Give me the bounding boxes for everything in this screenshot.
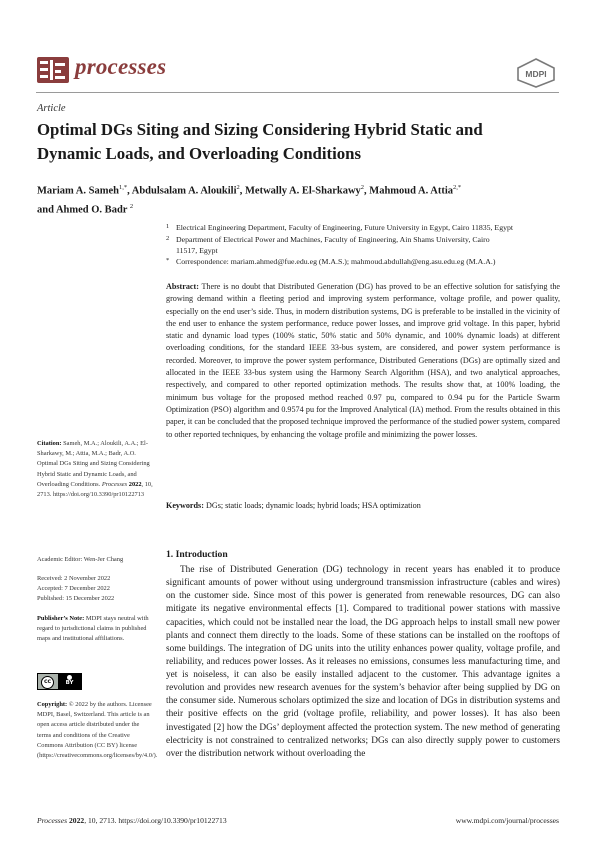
correspondence-text[interactable]: Correspondence: mariam.ahmed@fue.edu.eg (M.A.S.); mahmoud.abdullah@eng.asu.edu.eg (M.A.A.) (176, 257, 496, 266)
affiliation-number: 1 (166, 223, 170, 230)
author-affil: 1,* (118, 184, 128, 191)
mdpi-logo-icon (516, 58, 556, 88)
paragraph: The rise of Distributed Generation (DG) technology in recent years has enabled it to produce significant amounts of power without using underground transmission infrastructure (cables and wires) on the customer side. Since most of this power is generated from renewable resources, DG can also mitigate its negative environmental effects [1]. Compared to traditional power stations with massive capacities, which could not be installed near the load, the DG approach helps to install small new power plants and connect them directly to the loads. Some of these stations can be installed on the rooftops of some buildings. The integration of DG units into the utility enhances power quality, voltage profile, and reliability, and reduces power losses. As it releases no emissions, consumes less manufacturing time, and yet is noiseless, it can also be easily installed adjacent to the customer. This advantage ignites a revolution and provides new research avenues for the system’s behavior after being supplied by DG on the consumer side. Numerous scholars optimized the size and location of DGs in distribution systems and their positive effects on the grid (voltage profile, reliability, and power losses). It has also been investigated [2] how the DGs’ deployment affected the protection system. The new method of generating electricity is not constrained to centralized networks; DGs can also directly supply power to customers over the distribution network without overloading the (166, 565, 560, 759)
publisher-note (37, 614, 155, 645)
section-heading: 1. Introduction (166, 549, 228, 560)
author-name[interactable]: Mariam A. Sameh (37, 185, 119, 197)
affiliation-number: * (166, 257, 170, 264)
author-name[interactable]: Metwally A. El-Sharkawy (245, 185, 361, 197)
author-affil: 2,* (453, 184, 462, 191)
citation-year: 2022 (128, 480, 142, 488)
published-date: Published: 15 December 2022 (37, 595, 115, 603)
author-name[interactable]: Abdulsalam A. Aloukili (131, 185, 237, 197)
article-title (37, 118, 562, 166)
citation-doi[interactable]: , 10, 2713. https://doi.org/10.3390/pr10122713 (37, 480, 153, 499)
affiliation-text: Department of Electrical Power and Machines, Faculty of Engineering, Ain Shams University, Cairo 11517, Egypt (176, 235, 490, 255)
footer-journal: Processes (37, 816, 68, 825)
title-line-2: Dynamic Loads, and Overloading Conditions (37, 144, 362, 163)
author-affil: 2 (360, 184, 365, 191)
header-divider (36, 92, 559, 93)
copyright-text: © 2022 by the authors. Licensee MDPI, Basel, Switzerland. This article is an open access article distributed under the terms and conditions of the Creative Commons Attribution (CC BY) license (https://creativecommons.org/licenses/by/4.0/). (37, 701, 158, 760)
journal-name[interactable]: processes (75, 54, 167, 79)
academic-editor: Academic Editor: Wen-Jer Chang (37, 556, 124, 563)
by-label: BY (65, 680, 74, 686)
keywords-label: Keywords: (166, 501, 204, 510)
abstract-text: There is no doubt that Distributed Generation (DG) has proved to be an effective solution for satisfying the growing demand within a fleeting period and improving system performance, voltage profile, and power quality, especially on the end user’s side. Thus, in modern distribution systems, DG is preferable to be installed in the vicinity of the end user to enhance the system performance, reduce power losses, and improve grid voltage. In this paper, hybrid static and dynamic load types (100% static, 50% static and 50% dynamic, and 100% dynamic loads) at different overloading conditions, for the standard IEEE 33-bus system, are considered, and power system performance is recorded. Moreover, to improve the power system performance, Distributed Generations (DGs) are optimally sized and allocated in the IEEE 33-bus system using the Harmony Search Algorithm (HSA), and two analytical approaches, respectively, and compared to other reported optimization methods. The results show that, at 100% loading, the minimum bus voltage for the proposed method reached 0.97 pu, compared to 0.94 pu for the Particle Swarm Optimization (PSO) algorithm and 0.9574 pu for the Improved Analytical (IA) method. From the results obtained in this paper, it can be concluded that the proposed technique improved the performance of the studied power system, compared to other reported techniques, by enhancing the voltage profile and minimizing the power losses. (166, 282, 560, 439)
affiliation-number: 2 (166, 235, 170, 242)
footer-citation (37, 816, 227, 825)
author-sep: , (239, 185, 245, 197)
processes-logo-icon (37, 57, 69, 83)
received-date: Received: 2 November 2022 (37, 575, 111, 582)
author-line-1 (37, 180, 567, 199)
affiliation-text: Electrical Engineering Department, Faculty of Engineering, Future University in Egypt, Cairo 11835, Egypt (176, 223, 514, 232)
author-sep: , (127, 185, 132, 197)
abstract (166, 281, 560, 441)
footer-doi[interactable]: , 10, 2713. https://doi.org/10.3390/pr10122713 (84, 816, 227, 825)
accepted-date: Accepted: 7 December 2022 (37, 585, 110, 593)
author-affil: 2 (236, 184, 240, 191)
publisher-note-text: MDPI stays neutral with regard to jurisdictional claims in published maps and institutional affiliations. (37, 615, 149, 643)
author-line-2 (37, 199, 567, 218)
publisher-note-label: Publisher’s Note: (37, 615, 85, 622)
author-list (37, 180, 567, 217)
footer-year: 2022 (69, 816, 85, 825)
keywords (166, 500, 560, 512)
copyright-block (37, 700, 158, 761)
introduction-text (166, 564, 560, 761)
author-sep: , (364, 185, 370, 197)
dates-block (37, 574, 155, 605)
by-icon (58, 674, 81, 689)
author-name[interactable]: and Ahmed O. Badr (37, 204, 128, 215)
article-type: Article (37, 103, 66, 114)
copyright-label: Copyright: (37, 701, 68, 708)
title-line-1: Optimal DGs Siting and Sizing Considering Hybrid Static and (37, 120, 483, 139)
citation-block (37, 439, 155, 500)
citation-journal: Processes (101, 480, 128, 488)
cc-by-license-badge[interactable] (37, 673, 82, 690)
author-name[interactable]: Mahmoud A. Attia (369, 185, 454, 197)
abstract-label: Abstract: (166, 282, 199, 291)
cc-icon: cc (41, 676, 54, 689)
citation-text: Sameh, M.A.; Aloukili, A.A.; El-Sharkawy, M.; Attia, M.A.; Badr, A.O. Optimal DGs Siting and Sizing Considering Hybrid Static and Dynamic Loads, and Overloading Conditions. (37, 440, 150, 488)
publisher-name: MDPI (525, 69, 547, 79)
author-affil: 2 (129, 202, 134, 210)
citation-label: Citation: (37, 440, 62, 447)
footer-journal-url[interactable]: www.mdpi.com/journal/processes (455, 816, 559, 825)
keywords-text: DGs; static loads; dynamic loads; hybrid loads; HSA optimization (205, 501, 421, 510)
